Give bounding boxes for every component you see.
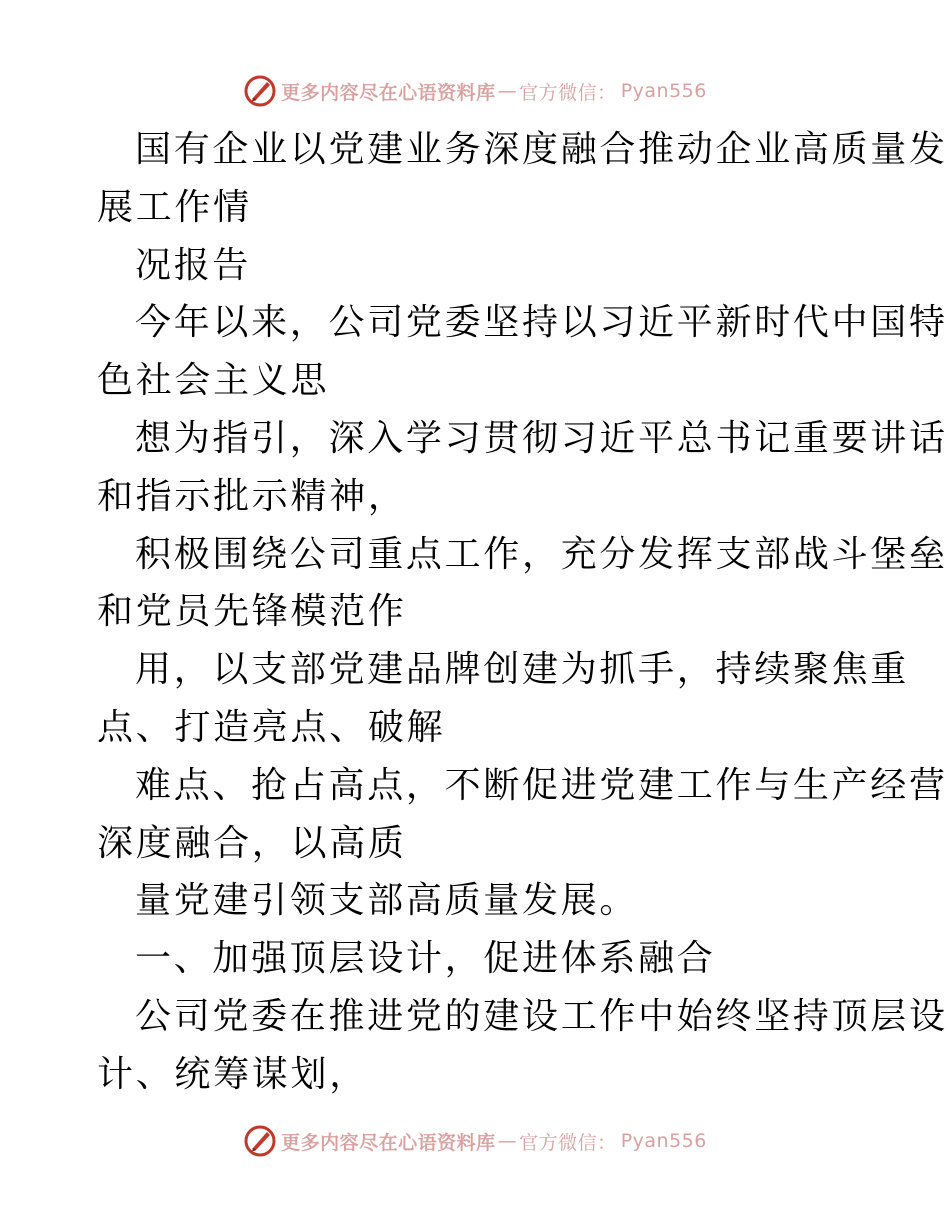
- watermark-wechat-id: Pyan556: [620, 1130, 707, 1152]
- text-line: 色社会主义思: [97, 360, 330, 402]
- quill-pen-logo-icon: [243, 1124, 277, 1158]
- header-watermark: [0, 71, 950, 111]
- quill-pen-logo-icon: [243, 74, 277, 108]
- watermark-separator: —: [497, 80, 518, 102]
- watermark-wechat-id: Pyan556: [620, 80, 707, 102]
- footer-watermark: [0, 1121, 950, 1161]
- text-line: 展工作情: [97, 186, 252, 228]
- text-line: 和指示批示精神，: [97, 475, 407, 517]
- watermark-main-text: 更多内容尽在心语资料库: [281, 1131, 496, 1154]
- text-line: 想为指引，深入学习贯彻习近平总书记重要讲话: [135, 417, 948, 459]
- text-line: 今年以来，公司党委坚持以习近平新时代中国特: [135, 302, 948, 344]
- text-line: 用，以支部党建品牌创建为抓手，持续聚焦重: [135, 649, 910, 691]
- text-line: 量党建引领支部高质量发展。: [135, 880, 639, 922]
- watermark-separator: —: [497, 1130, 518, 1152]
- watermark-main-text: 更多内容尽在心语资料库: [281, 81, 496, 104]
- text-line: 难点、抢占高点，不断促进党建工作与生产经营: [135, 764, 948, 806]
- text-line: 计、统筹谋划，: [97, 1053, 368, 1095]
- text-line: 和党员先锋模范作: [97, 591, 407, 633]
- watermark-wechat-label: 官方微信：: [519, 81, 617, 104]
- text-line: 深度融合，以高质: [97, 822, 407, 864]
- watermark-wechat-label: 官方微信：: [519, 1131, 617, 1154]
- text-line: 积极围绕公司重点工作，充分发挥支部战斗堡垒: [135, 533, 948, 575]
- text-line: 公司党委在推进党的建设工作中始终坚持顶层设: [135, 995, 948, 1037]
- section-heading: 一、加强顶层设计，促进体系融合: [135, 938, 716, 980]
- document-body: [97, 121, 948, 1104]
- text-line: 况报告: [135, 244, 252, 286]
- text-line: 国有企业以党建业务深度融合推动企业高质量发: [135, 129, 948, 170]
- text-line: 点、打造亮点、破解: [97, 706, 446, 748]
